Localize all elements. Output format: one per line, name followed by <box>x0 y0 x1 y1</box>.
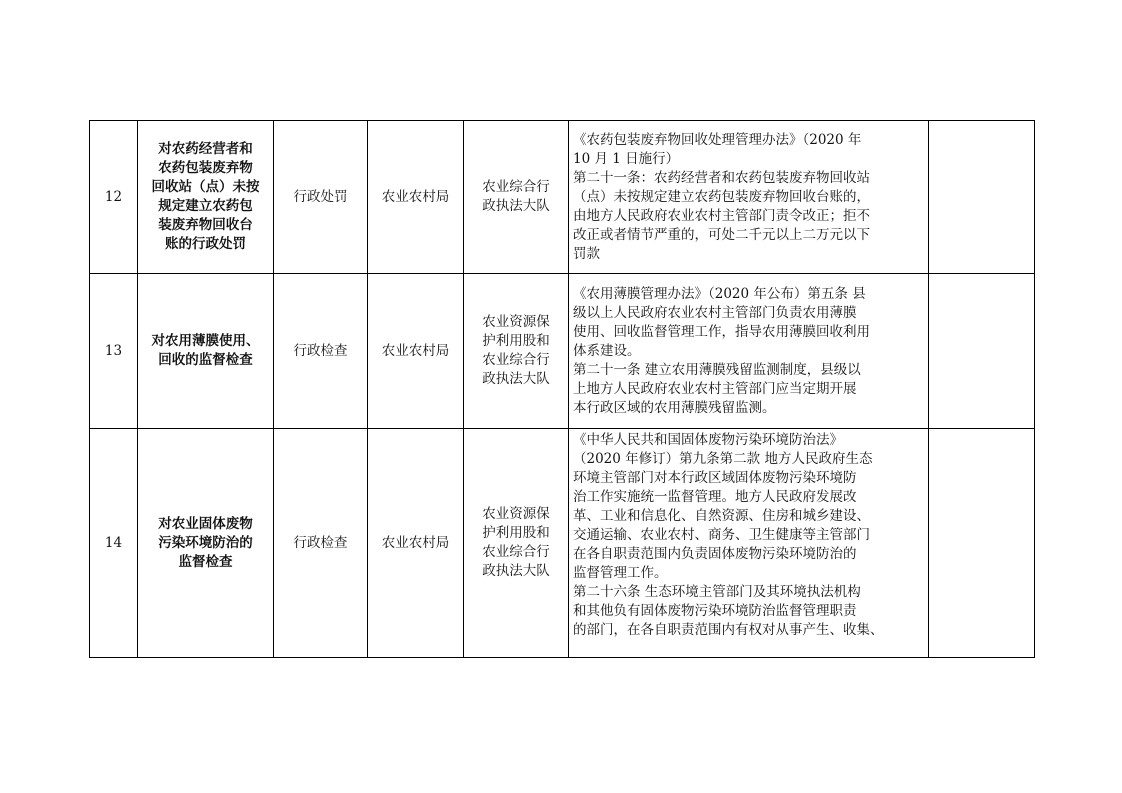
legal-basis-paragraph: 第二十一条 建立农用薄膜残留监测制度，县级以 上地方人民政府农业农村主管部门应当定期开展 本行政区域的农用薄膜残留监测。 <box>573 361 861 416</box>
item-name: 对农药经营者和 农药包装废弃物 回收站（点）未按 规定建立农药包 装废弃物回收台 账的行政处罚 <box>151 141 260 252</box>
unit-cell <box>464 121 569 274</box>
item-name: 对农业固体废物 污染环境防治的 监督检查 <box>158 515 253 570</box>
legal-basis-cell <box>569 429 929 658</box>
legal-basis-cell <box>569 274 929 429</box>
unit-cell <box>464 429 569 658</box>
legal-basis-paragraph: 《中华人民共和国固体废物污染环境防治法》 （2020 年修订）第九条第二款 地方人民政府生态 环境主管部门对本行政区域固体废物污染环境防 治工作实施统一监督管理。地方人民政府发展改 革、工业和信息化、自然资源、住房和城乡建设、 交通运输、农业农村、商务、卫生健康等主管部门 在各自职责范围内负责固体废物污染环境防治的 监督管理工作。 <box>573 432 873 581</box>
table-row <box>90 429 1035 658</box>
legal-basis-paragraph: 第二十六条 生态环境主管部门及其环境执法机构 和其他负有固体废物污染环境防治监督管理职责 的部门，在各自职责范围内有权对从事产生、收集、 <box>573 584 884 638</box>
item-name-cell <box>138 429 274 658</box>
table-row <box>90 274 1035 429</box>
responsible-unit: 农业综合行 政执法大队 <box>482 179 550 214</box>
note-cell <box>929 274 1035 429</box>
item-name: 对农用薄膜使用、 回收的监督检查 <box>151 333 260 368</box>
department: 农业农村局 <box>368 274 464 429</box>
enforcement-items-table <box>89 120 1035 658</box>
department: 农业农村局 <box>368 121 464 274</box>
legal-basis-paragraph: 第二十一条：农药经营者和农药包装废弃物回收站 （点）未按规定建立农药包装废弃物回收台账的， 由地方人民政府农业农村主管部门责令改正；拒不 改正或者情节严重的，可处二千元以上二万元以下 罚款 <box>573 169 870 262</box>
responsible-unit: 农业资源保 护利用股和 农业综合行 政执法大队 <box>482 314 550 387</box>
legal-basis-cell <box>569 121 929 274</box>
item-name-cell <box>138 121 274 274</box>
note-cell <box>929 429 1035 658</box>
row-index: 12 <box>90 121 138 274</box>
note-cell <box>929 121 1035 274</box>
item-type: 行政检查 <box>274 274 368 429</box>
row-index: 14 <box>90 429 138 658</box>
item-type: 行政检查 <box>274 429 368 658</box>
legal-basis-paragraph: 《农用薄膜管理办法》（2020 年公布）第五条 县 级以上人民政府农业农村主管部门负责农用薄膜 使用、回收监督管理工作，指导农用薄膜回收利用 体系建设。 <box>573 285 870 359</box>
department: 农业农村局 <box>368 429 464 658</box>
row-index: 13 <box>90 274 138 429</box>
item-name-cell <box>138 274 274 429</box>
legal-basis-paragraph: 《农药包装废弃物回收处理管理办法》（2020 年 10 月 1 日施行） <box>573 131 862 167</box>
unit-cell <box>464 274 569 429</box>
item-type: 行政处罚 <box>274 121 368 274</box>
table-row <box>90 121 1035 274</box>
responsible-unit: 农业资源保 护利用股和 农业综合行 政执法大队 <box>482 506 550 579</box>
legal-basis-text-clip <box>573 429 924 657</box>
